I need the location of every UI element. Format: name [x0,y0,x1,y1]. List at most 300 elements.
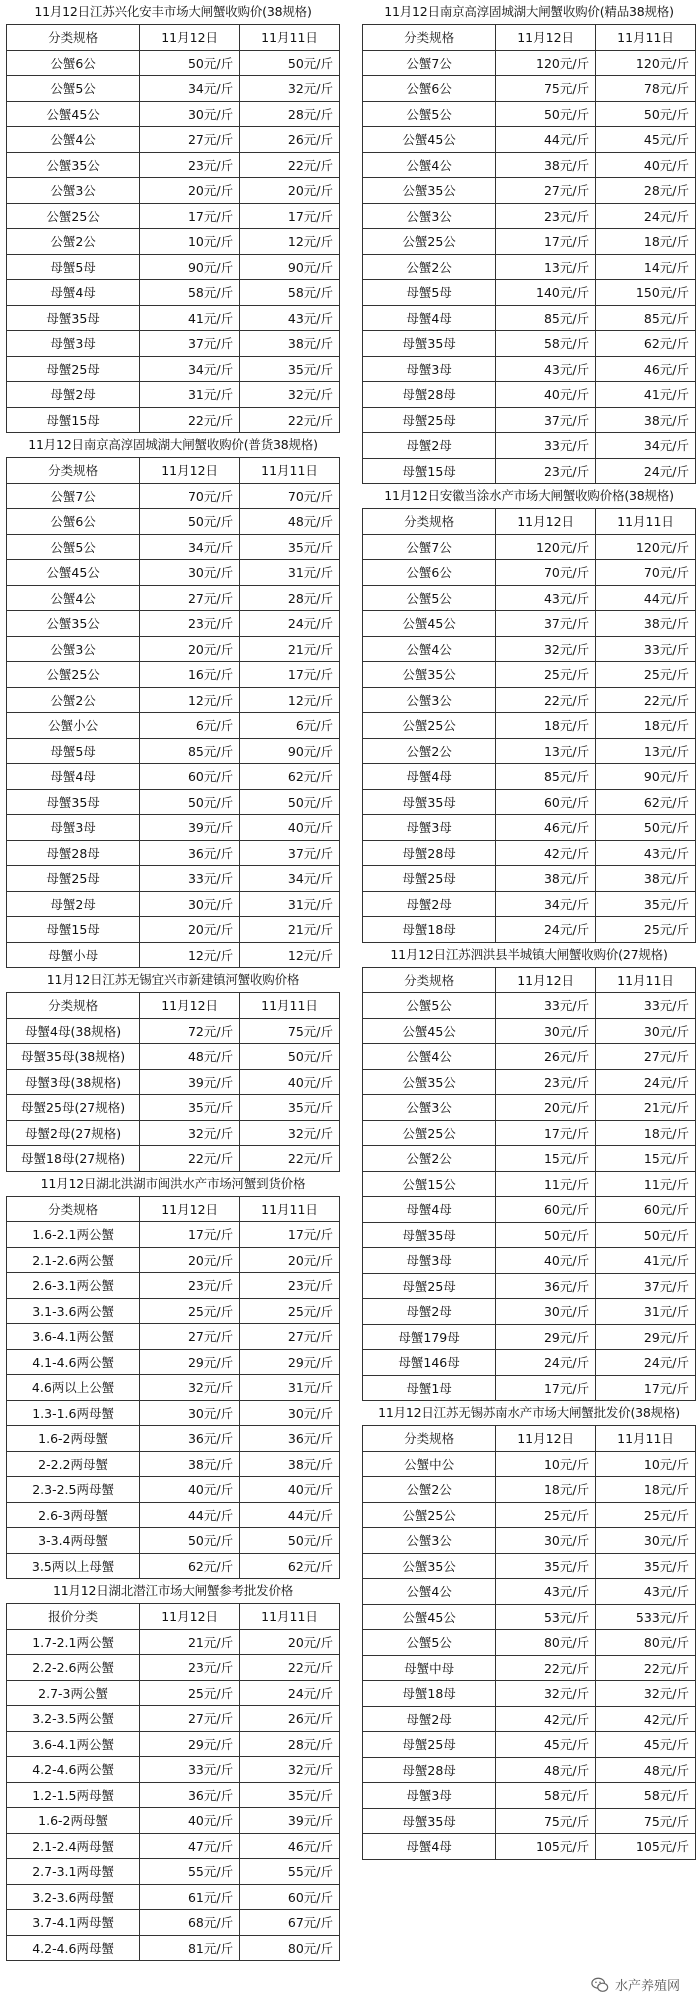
table-row [7,356,340,382]
price-today-cell: 42元/斤 [496,840,596,866]
price-today-cell: 20元/斤 [140,1247,240,1273]
price-yesterday-cell: 38元/斤 [596,407,696,433]
spec-cell: 公蟹3公 [363,687,496,713]
price-today-cell: 33元/斤 [496,993,596,1019]
spec-cell: 公蟹7公 [363,534,496,560]
spec-cell: 母蟹3母 [363,1783,496,1809]
price-yesterday-cell: 80元/斤 [596,1630,696,1656]
spec-cell: 公蟹2公 [7,687,140,713]
price-yesterday-cell: 43元/斤 [596,840,696,866]
price-today-cell: 24元/斤 [496,917,596,943]
price-yesterday-cell: 10元/斤 [596,1451,696,1477]
table-header-row [363,1426,696,1452]
price-yesterday-cell: 55元/斤 [240,1859,340,1885]
price-today-cell: 140元/斤 [496,280,596,306]
spec-cell: 公蟹25公 [363,1120,496,1146]
spec-cell: 公蟹5公 [363,993,496,1019]
column-header: 11月11日 [596,25,696,51]
price-today-cell: 23元/斤 [140,1273,240,1299]
price-yesterday-cell: 50元/斤 [240,1528,340,1554]
table-row [363,1069,696,1095]
spec-cell: 母蟹中母 [363,1655,496,1681]
table-row [363,1222,696,1248]
table-row [7,407,340,433]
price-today-cell: 30元/斤 [140,560,240,586]
price-today-cell: 29元/斤 [140,1349,240,1375]
spec-cell: 公蟹35公 [363,1069,496,1095]
table-row [363,1502,696,1528]
spec-cell: 母蟹25母 [7,866,140,892]
spec-cell: 公蟹3公 [363,1528,496,1554]
price-today-cell: 33元/斤 [496,433,596,459]
price-today-cell: 81元/斤 [140,1935,240,1961]
price-today-cell: 40元/斤 [140,1477,240,1503]
column-header: 分类规格 [7,25,140,51]
table-row [363,815,696,841]
price-today-cell: 32元/斤 [140,1120,240,1146]
table-row [363,1095,696,1121]
spec-cell: 2.7-3两公蟹 [7,1680,140,1706]
price-yesterday-cell: 24元/斤 [240,1680,340,1706]
spec-cell: 母蟹4母 [7,280,140,306]
price-today-cell: 40元/斤 [496,1248,596,1274]
table-row [7,840,340,866]
table-row [7,1935,340,1961]
table-row [363,382,696,408]
spec-cell: 公蟹25公 [7,662,140,688]
table-row [363,1044,696,1070]
spec-cell: 公蟹45公 [363,1018,496,1044]
price-yesterday-cell: 43元/斤 [240,305,340,331]
spec-cell: 母蟹35母 [7,789,140,815]
spec-cell: 公蟹5公 [7,76,140,102]
price-yesterday-cell: 50元/斤 [240,1044,340,1070]
table-row [7,1426,340,1452]
table-row [7,1324,340,1350]
price-yesterday-cell: 35元/斤 [240,1095,340,1121]
price-today-cell: 18元/斤 [496,713,596,739]
price-yesterday-cell: 28元/斤 [240,1731,340,1757]
price-table [6,1603,340,1961]
table-row [7,1095,340,1121]
price-today-cell: 44元/斤 [496,127,596,153]
spec-cell: 公蟹35公 [363,1553,496,1579]
spec-cell: 公蟹6公 [363,76,496,102]
price-yesterday-cell: 24元/斤 [240,611,340,637]
price-yesterday-cell: 20元/斤 [240,178,340,204]
price-today-cell: 90元/斤 [140,254,240,280]
price-yesterday-cell: 22元/斤 [596,1655,696,1681]
table-header-row [7,1196,340,1222]
spec-cell: 公蟹小公 [7,713,140,739]
spec-cell: 母蟹35母 [363,1222,496,1248]
price-today-cell: 12元/斤 [140,687,240,713]
spec-cell: 母蟹3母 [7,815,140,841]
price-yesterday-cell: 11元/斤 [596,1171,696,1197]
price-today-cell: 61元/斤 [140,1884,240,1910]
spec-cell: 2-2.2两母蟹 [7,1451,140,1477]
column-header: 11月12日 [496,967,596,993]
spec-cell: 公蟹4公 [363,636,496,662]
table-row [7,534,340,560]
table-header-row [7,993,340,1019]
table-row [7,280,340,306]
spec-cell: 母蟹25母 [363,407,496,433]
table-row [363,1197,696,1223]
column-header: 11月11日 [240,993,340,1019]
table-row [7,1375,340,1401]
price-table [6,1196,340,1580]
column-header: 11月12日 [140,1196,240,1222]
price-yesterday-cell: 38元/斤 [240,331,340,357]
price-today-cell: 20元/斤 [496,1095,596,1121]
price-today-cell: 37元/斤 [140,331,240,357]
column-header: 分类规格 [363,509,496,535]
price-yesterday-cell: 28元/斤 [240,585,340,611]
spec-cell: 公蟹2公 [363,254,496,280]
spec-cell: 母蟹35母 [363,789,496,815]
price-today-cell: 36元/斤 [140,1782,240,1808]
spec-cell: 母蟹2母 [7,382,140,408]
price-yesterday-cell: 20元/斤 [240,1247,340,1273]
spec-cell: 母蟹18母 [363,1681,496,1707]
table-row [363,1604,696,1630]
price-yesterday-cell: 42元/斤 [596,1706,696,1732]
table-row [7,1400,340,1426]
table-row [7,509,340,535]
spec-cell: 公蟹7公 [363,50,496,76]
price-today-cell: 22元/斤 [140,407,240,433]
table-header-row [7,25,340,51]
price-today-cell: 17元/斤 [496,1375,596,1401]
price-today-cell: 30元/斤 [140,101,240,127]
price-today-cell: 21元/斤 [140,1629,240,1655]
table-row [363,280,696,306]
price-yesterday-cell: 23元/斤 [240,1273,340,1299]
column-header: 分类规格 [7,993,140,1019]
price-yesterday-cell: 6元/斤 [240,713,340,739]
price-today-cell: 50元/斤 [140,1528,240,1554]
price-yesterday-cell: 24元/斤 [596,1350,696,1376]
section-title: 11月12日江苏泗洪县半城镇大闸蟹收购价(27规格) [390,946,668,962]
table-header-row [363,509,696,535]
table-row [363,789,696,815]
table-row [363,738,696,764]
price-yesterday-cell: 35元/斤 [240,1782,340,1808]
spec-cell: 母蟹5母 [7,738,140,764]
price-section [362,484,696,943]
spec-cell: 3-3.4两母蟹 [7,1528,140,1554]
spec-cell: 公蟹45公 [363,1604,496,1630]
price-today-cell: 53元/斤 [496,1604,596,1630]
table-row [7,713,340,739]
price-today-cell: 40元/斤 [140,1808,240,1834]
price-yesterday-cell: 43元/斤 [596,1579,696,1605]
table-row [363,178,696,204]
price-yesterday-cell: 12元/斤 [240,687,340,713]
price-today-cell: 62元/斤 [140,1553,240,1579]
table-row [363,305,696,331]
spec-cell: 公蟹4公 [363,1579,496,1605]
price-today-cell: 34元/斤 [140,534,240,560]
price-today-cell: 30元/斤 [496,1299,596,1325]
spec-cell: 公蟹45公 [7,560,140,586]
table-row [363,687,696,713]
table-row [363,458,696,484]
price-yesterday-cell: 58元/斤 [240,280,340,306]
price-yesterday-cell: 30元/斤 [596,1528,696,1554]
price-today-cell: 43元/斤 [496,1579,596,1605]
spec-cell: 母蟹5母 [363,280,496,306]
price-today-cell: 30元/斤 [496,1528,596,1554]
table-row [363,1732,696,1758]
table-row [363,1579,696,1605]
table-row [363,50,696,76]
price-yesterday-cell: 37元/斤 [596,1273,696,1299]
table-row [7,611,340,637]
price-yesterday-cell: 21元/斤 [240,636,340,662]
price-yesterday-cell: 45元/斤 [596,127,696,153]
spec-cell: 母蟹4母 [363,1197,496,1223]
section-title: 11月12日湖北洪湖市闽洪水产市场河蟹到货价格 [40,1175,306,1191]
price-today-cell: 27元/斤 [140,127,240,153]
column-header: 分类规格 [7,458,140,484]
price-yesterday-cell: 120元/斤 [596,50,696,76]
spec-cell: 3.1-3.6两公蟹 [7,1298,140,1324]
spec-cell: 母蟹15母 [7,407,140,433]
table-row [363,1120,696,1146]
price-today-cell: 32元/斤 [140,1375,240,1401]
table-row [7,1146,340,1172]
price-yesterday-cell: 31元/斤 [240,1375,340,1401]
column-header: 11月12日 [496,25,596,51]
spec-cell: 公蟹25公 [7,203,140,229]
price-yesterday-cell: 26元/斤 [240,127,340,153]
price-today-cell: 58元/斤 [140,280,240,306]
spec-cell: 母蟹4母 [363,764,496,790]
price-yesterday-cell: 75元/斤 [596,1808,696,1834]
price-today-cell: 15元/斤 [496,1146,596,1172]
price-today-cell: 25元/斤 [496,662,596,688]
table-row [363,1324,696,1350]
column-header: 分类规格 [363,967,496,993]
table-row [7,1477,340,1503]
price-today-cell: 43元/斤 [496,356,596,382]
price-today-cell: 23元/斤 [140,152,240,178]
section-title: 11月12日南京高淳固城湖大闸蟹收购价(精品38规格) [384,4,674,19]
price-today-cell: 72元/斤 [140,1018,240,1044]
price-yesterday-cell: 33元/斤 [596,993,696,1019]
table-row [363,1299,696,1325]
price-today-cell: 12元/斤 [140,942,240,968]
watermark [591,1975,680,1994]
table-row [363,76,696,102]
column-header: 11月11日 [240,25,340,51]
price-today-cell: 10元/斤 [140,229,240,255]
price-yesterday-cell: 28元/斤 [596,178,696,204]
table-row [7,1247,340,1273]
table-row [363,1248,696,1274]
column-header: 11月12日 [140,25,240,51]
price-today-cell: 33元/斤 [140,1757,240,1783]
price-yesterday-cell: 60元/斤 [596,1197,696,1223]
spec-cell: 母蟹28母 [363,382,496,408]
table-row [7,483,340,509]
price-today-cell: 23元/斤 [496,203,596,229]
table-row [7,687,340,713]
table-row [363,407,696,433]
table-row [363,331,696,357]
price-yesterday-cell: 24元/斤 [596,1069,696,1095]
spec-cell: 母蟹4母 [363,1834,496,1860]
price-today-cell: 32元/斤 [496,636,596,662]
price-today-cell: 22元/斤 [496,687,596,713]
price-today-cell: 13元/斤 [496,738,596,764]
table-row [363,1375,696,1401]
price-today-cell: 31元/斤 [140,382,240,408]
column-header: 11月12日 [140,458,240,484]
table-row [363,1655,696,1681]
price-yesterday-cell: 50元/斤 [240,789,340,815]
table-row [7,1298,340,1324]
price-yesterday-cell: 120元/斤 [596,534,696,560]
price-yesterday-cell: 12元/斤 [240,942,340,968]
price-today-cell: 85元/斤 [496,305,596,331]
price-today-cell: 27元/斤 [140,585,240,611]
table-row [7,1018,340,1044]
table-row [7,76,340,102]
price-today-cell: 39元/斤 [140,1069,240,1095]
spec-cell: 母蟹28母 [363,1757,496,1783]
table-row [7,585,340,611]
section-title: 11月12日江苏无锡宜兴市新建镇河蟹收购价格 [46,972,300,987]
price-table [362,967,696,1402]
spec-cell: 公蟹5公 [363,585,496,611]
table-row [363,1477,696,1503]
price-yesterday-cell: 34元/斤 [596,433,696,459]
price-yesterday-cell: 44元/斤 [596,585,696,611]
spec-cell: 母蟹2母 [363,1299,496,1325]
price-today-cell: 16元/斤 [140,662,240,688]
price-today-cell: 17元/斤 [496,1120,596,1146]
price-yesterday-cell: 30元/斤 [596,1018,696,1044]
price-today-cell: 58元/斤 [496,331,596,357]
spec-cell: 公蟹5公 [363,101,496,127]
price-yesterday-cell: 40元/斤 [240,815,340,841]
spec-cell: 母蟹2母(27规格) [7,1120,140,1146]
price-yesterday-cell: 24元/斤 [596,203,696,229]
table-row [7,305,340,331]
table-row [7,203,340,229]
price-yesterday-cell: 15元/斤 [596,1146,696,1172]
spec-cell: 公蟹2公 [363,1477,496,1503]
price-today-cell: 22元/斤 [496,1655,596,1681]
price-section [6,433,340,968]
table-row [363,101,696,127]
section-title: 11月12日南京高淳固城湖大闸蟹收购价(普货38规格) [28,437,318,452]
spec-cell: 母蟹4母 [363,305,496,331]
price-today-cell: 70元/斤 [140,483,240,509]
right-column [362,0,696,1860]
spec-cell: 公蟹3公 [7,178,140,204]
spec-cell: 公蟹6公 [363,560,496,586]
price-today-cell: 27元/斤 [496,178,596,204]
table-row [363,1146,696,1172]
price-yesterday-cell: 32元/斤 [240,76,340,102]
price-yesterday-cell: 32元/斤 [240,1757,340,1783]
column-header: 11月12日 [496,1426,596,1452]
spec-cell: 公蟹45公 [363,611,496,637]
price-yesterday-cell: 32元/斤 [596,1681,696,1707]
price-today-cell: 36元/斤 [140,1426,240,1452]
price-yesterday-cell: 90元/斤 [240,254,340,280]
spec-cell: 公蟹7公 [7,483,140,509]
spec-cell: 2.6-3两母蟹 [7,1502,140,1528]
table-row [363,840,696,866]
spec-cell: 母蟹35母(38规格) [7,1044,140,1070]
price-yesterday-cell: 17元/斤 [240,1222,340,1248]
watermark-text: 水产养殖网 [614,1979,680,1994]
price-table [362,508,696,943]
price-today-cell: 24元/斤 [496,1350,596,1376]
column-header: 11月12日 [496,509,596,535]
price-yesterday-cell: 32元/斤 [240,1120,340,1146]
table-row [363,254,696,280]
table-row [363,585,696,611]
price-yesterday-cell: 17元/斤 [596,1375,696,1401]
price-today-cell: 45元/斤 [496,1732,596,1758]
price-today-cell: 37元/斤 [496,611,596,637]
price-yesterday-cell: 21元/斤 [596,1095,696,1121]
spec-cell: 公蟹35公 [7,611,140,637]
table-row [7,178,340,204]
price-today-cell: 23元/斤 [496,1069,596,1095]
spec-cell: 1.6-2两母蟹 [7,1808,140,1834]
spec-cell: 公蟹3公 [363,1095,496,1121]
spec-cell: 公蟹15公 [363,1171,496,1197]
table-row [363,1350,696,1376]
price-yesterday-cell: 41元/斤 [596,1248,696,1274]
price-yesterday-cell: 17元/斤 [240,662,340,688]
price-today-cell: 37元/斤 [496,407,596,433]
price-today-cell: 38元/斤 [140,1451,240,1477]
table-row [7,1833,340,1859]
spec-cell: 公蟹4公 [363,1044,496,1070]
spec-cell: 2.6-3.1两公蟹 [7,1273,140,1299]
table-row [363,356,696,382]
price-yesterday-cell: 78元/斤 [596,76,696,102]
price-yesterday-cell: 31元/斤 [596,1299,696,1325]
spec-cell: 公蟹25公 [363,229,496,255]
table-row [7,1120,340,1146]
price-yesterday-cell: 30元/斤 [240,1400,340,1426]
price-yesterday-cell: 13元/斤 [596,738,696,764]
table-header-row [7,458,340,484]
spec-cell: 公蟹3公 [363,203,496,229]
spec-cell: 4.2-4.6两公蟹 [7,1757,140,1783]
table-row [363,764,696,790]
spec-cell: 公蟹2公 [363,1146,496,1172]
price-today-cell: 75元/斤 [496,76,596,102]
spec-cell: 2.1-2.6两公蟹 [7,1247,140,1273]
table-row [7,1655,340,1681]
price-yesterday-cell: 32元/斤 [240,382,340,408]
spec-cell: 4.1-4.6两公蟹 [7,1349,140,1375]
spec-cell: 母蟹15母 [363,458,496,484]
spec-cell: 母蟹25母(27规格) [7,1095,140,1121]
price-today-cell: 23元/斤 [496,458,596,484]
price-yesterday-cell: 40元/斤 [596,152,696,178]
